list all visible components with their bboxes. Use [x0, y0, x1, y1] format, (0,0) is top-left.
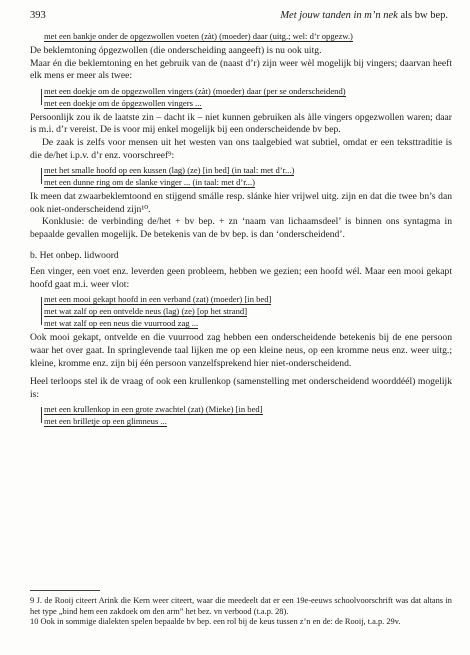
- paragraph: Persoonlijk zou ik de laatste zin – dacht ik – niet kunnen gebruiken als àlle vingers opgezwollen waren; daar is m.i. d’r vereist. De is voor mij enkel mogelijk bij een onderscheidende bv bep.: [30, 111, 452, 136]
- example-text: met een krullenkop in een grote zwachtel (zat) (Mieke) [in bed]: [44, 404, 263, 415]
- example-text: met wat zalf op een neus die vuurrood zag ...: [44, 318, 199, 329]
- example-line: [44, 293, 452, 305]
- example-5: [44, 403, 452, 427]
- paragraph: Een vinger, een voet enz. leverden geen probleem, hebben we gezien; een hoofd wél. Maar een mooi gekapt hoofd gaat m.i. weer vlot:: [30, 266, 452, 290]
- footnote-rule: [30, 590, 100, 591]
- footnote-9: 9 J. de Rooij citeert Arink die Kern weer citeert, waar die meedeelt dat er een 19e-eeuws schoolvoorschrift was dat altans in het type „bind hem een zakdoek om den arm” het bez. vn verbood (t.a.p. 28).: [30, 596, 452, 616]
- paragraph: Ook mooi gekapt, ontvelde en die vuurrood zag hebben een onderscheidende betekenis bij de ene persoon waar het over gaat. In springlevende taal lijken me op een kleine neus, op een kromme neus enz. weer uitg.; kleine, kromme enz. zijn bij één persoon vanzelfsprekend hier niet-onderscheidend.: [30, 332, 452, 369]
- paragraph: Heel terloops stel ik de vraag of ook een krullenkop (samenstelling met onderscheidend woorddéél) mogelijk is:: [30, 376, 452, 400]
- section-heading: b. Het onbep. lidwoord: [30, 249, 119, 261]
- example-line: [44, 30, 452, 42]
- main-text: [30, 28, 452, 430]
- example-line: [44, 176, 452, 188]
- example-text: met een doekje om de opgezwollen vingers (zàt) (moeder) daar (per se onderscheidend): [44, 85, 346, 96]
- example-2: [44, 85, 452, 109]
- paragraph: Maar én die beklemtoning en het gebruik van de (naast d’r) zijn weer wèl mogelijk bij vingers; daarvan heeft elk mens er meer als twee:: [30, 57, 452, 82]
- example-1: [44, 30, 452, 42]
- example-3: [44, 164, 452, 188]
- example-line: [44, 403, 452, 415]
- running-title-italic: Met jouw tanden in m’n nek: [280, 10, 398, 21]
- example-4: [44, 293, 452, 329]
- running-title: [280, 10, 448, 21]
- example-line: [44, 97, 452, 109]
- example-text: met een mooi gekapt hoofd in een verband (zat) (moeder) [in bed]: [44, 294, 272, 305]
- example-text: met een doekje om de ópgezwollen vingers ...: [44, 97, 202, 108]
- example-line: [44, 85, 452, 97]
- example-text: met een brilletje op een glimneus ...: [44, 416, 167, 427]
- example-text: met een bankje onder de opgezwollen voeten (zàt) (moeder) daar (uitg.; wel: d’r opgezw.): [44, 31, 353, 41]
- paragraph: Konklusie: de verbinding de/het + bv bep. + zn ‘naam van lichaamsdeel’ is binnen ons syntagma in bepaalde gevallen mogelijk. De betekenis van de bv bep. is dan ‘onderscheidend’.: [30, 216, 452, 240]
- example-line: [44, 305, 452, 317]
- example-line: [44, 415, 452, 427]
- paragraph: Ik meen dat zwaarbeklemtoond en stijgend smálle resp. slánke hier vrijwel uitg. zijn en dat die twee bn’s dan ook niet-onderscheidend zijn¹⁰.: [30, 191, 452, 215]
- example-text: met het smalle hoofd op een kussen (lag) (ze) [in bed] (in taal: met d’r...): [44, 165, 295, 176]
- paragraph: De zaak is zelfs voor mensen uit het westen van ons taalgebied wat subtiel, omdat er een teksttraditie is die de/het i.p.v. d’r enz. voorschreef⁹:: [30, 136, 452, 161]
- running-title-suffix: als bw bep.: [397, 10, 448, 21]
- footnote-10: 10 Ook in sommige dialekten spelen bepaalde bv bep. een rol bij de keus tussen z’n en de: de Rooij, t.a.p. 29v.: [30, 617, 401, 627]
- example-text: met een dunne ring om de slanke vinger ... (in taal: met d’r...): [44, 177, 255, 188]
- page-number: 393: [30, 10, 46, 21]
- example-line: [44, 317, 452, 329]
- paragraph: De beklemtoning ópgezwollen (die onderscheiding aangeeft) is nu ook uitg.: [30, 45, 322, 56]
- example-line: [44, 164, 452, 176]
- footnotes: [30, 596, 452, 628]
- example-text: met wat zalf op een ontvelde neus (lag) (ze) [op het strand]: [44, 306, 248, 317]
- running-header: [30, 10, 448, 24]
